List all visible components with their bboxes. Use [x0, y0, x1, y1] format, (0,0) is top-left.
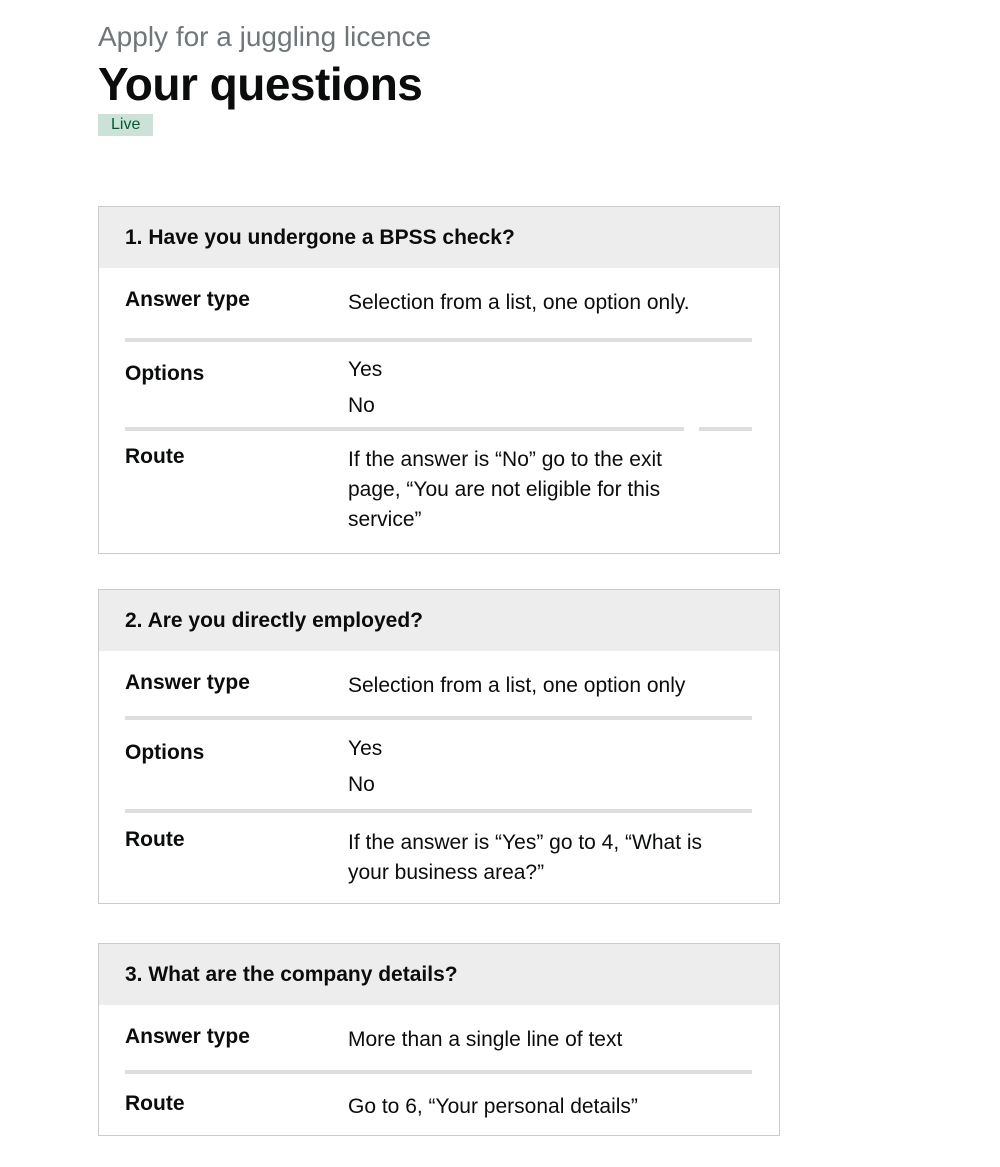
options-label: Options	[125, 362, 205, 385]
options-row	[125, 338, 752, 427]
route-label: Route	[125, 828, 185, 851]
route-label: Route	[125, 445, 185, 468]
route-row	[125, 427, 752, 552]
service-caption: Apply for a juggling licence	[98, 21, 432, 52]
route-row	[125, 1070, 752, 1132]
answer-type-value: Selection from a list, one option only	[348, 674, 686, 697]
question-card-3	[98, 943, 780, 1136]
route-value: If the answer is “Yes” go to 4, “What is your business area?”	[348, 831, 703, 884]
options-list	[348, 352, 752, 427]
route-row	[125, 809, 752, 901]
option-item: No	[348, 394, 375, 417]
route-value: If the answer is “No” go to the exit page, “You are not eligible for this service”	[348, 448, 662, 531]
route-value: Go to 6, “Your personal details”	[348, 1095, 638, 1118]
option-item: No	[348, 773, 375, 796]
option-item: Yes	[348, 358, 383, 381]
page-title: Your questions	[98, 58, 423, 110]
question-card-1	[98, 206, 780, 554]
answer-type-label: Answer type	[125, 288, 250, 311]
option-item: Yes	[348, 737, 383, 760]
question-heading: 1. Have you undergone a BPSS check?	[99, 207, 779, 268]
question-heading: 3. What are the company details?	[99, 944, 779, 1005]
answer-type-value: Selection from a list, one option only.	[348, 291, 690, 314]
answer-type-row	[125, 1005, 752, 1070]
options-label: Options	[125, 741, 205, 764]
answer-type-row	[125, 651, 752, 716]
route-label: Route	[125, 1092, 185, 1115]
options-list	[348, 731, 752, 809]
options-row	[125, 716, 752, 809]
answer-type-label: Answer type	[125, 671, 250, 694]
status-badge: Live	[98, 114, 153, 136]
answer-type-label: Answer type	[125, 1025, 250, 1048]
question-heading: 2. Are you directly employed?	[99, 590, 779, 651]
answer-type-value: More than a single line of text	[348, 1028, 623, 1051]
question-card-2	[98, 589, 780, 904]
answer-type-row	[125, 268, 752, 338]
